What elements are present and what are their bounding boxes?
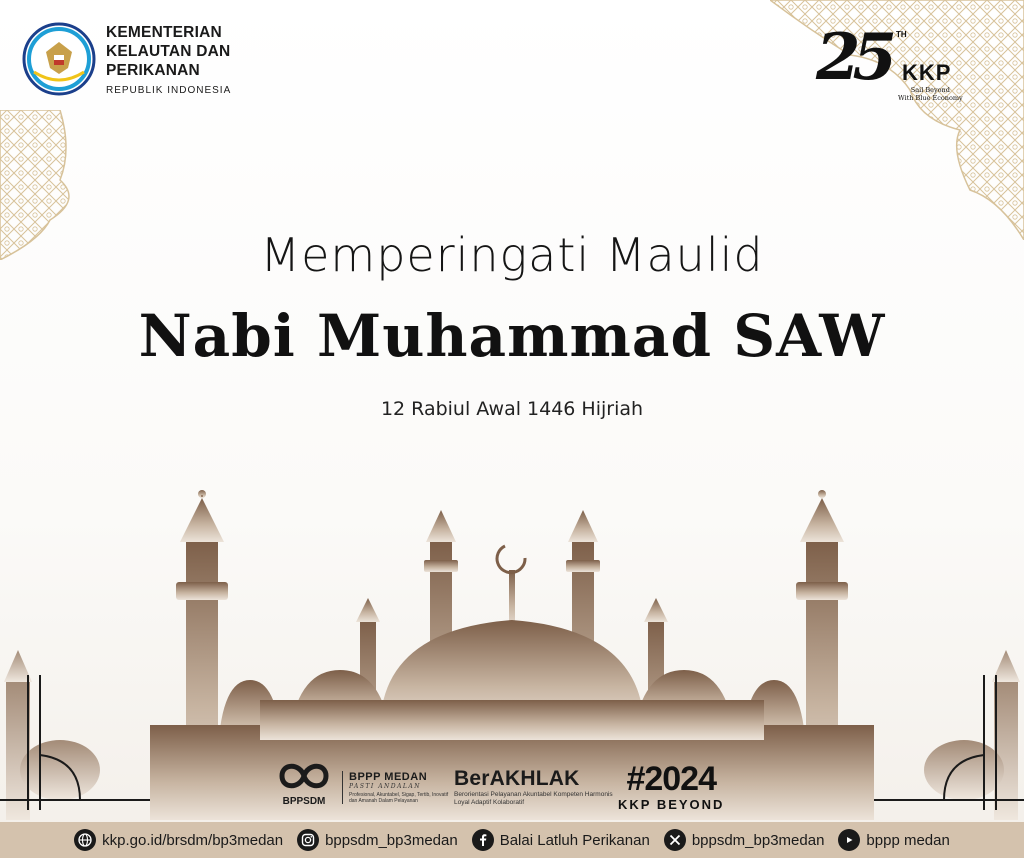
hijri-date: 12 Rabiul Awal 1446 Hijriah	[380, 398, 644, 420]
berakhlak-name: BerAKHLAK	[454, 767, 580, 790]
footer-facebook[interactable]	[472, 829, 650, 851]
ministry-name-line1: KEMENTERIAN	[106, 23, 222, 41]
ministry-logo	[22, 22, 231, 96]
x-icon	[664, 829, 686, 851]
ministry-name-line3: PERIKANAN	[106, 61, 200, 79]
infinity-icon	[274, 759, 334, 793]
facebook-icon	[472, 829, 494, 851]
bppp-name: BPPP MEDAN	[349, 771, 428, 783]
bppp-motto: PASTI ANDALAN	[349, 783, 422, 790]
bppp-medan-logo	[342, 771, 449, 804]
anniversary-ordinal: TH	[896, 30, 907, 39]
anniversary-brand: KKP	[902, 60, 952, 85]
kkp-2024-logo	[618, 761, 724, 812]
berakhlak-logo	[454, 767, 614, 807]
bppsdm-logo	[272, 759, 336, 807]
footer-x-text: bppsdm_bp3medan	[691, 831, 825, 849]
bppp-description: Profesional, Akuntabel, Sigap, Tertib, Inovatif dan Amanah Dalam Pelayanan	[349, 792, 449, 804]
garuda-emblem-icon	[22, 22, 96, 96]
hashtag-2024: #2024	[626, 760, 716, 798]
footer-x[interactable]	[664, 829, 825, 851]
kkp-beyond: KKP BEYOND	[618, 797, 725, 812]
anniversary-tagline: Sail Beyond With Blue Economy	[898, 86, 963, 102]
instagram-icon	[297, 829, 319, 851]
globe-icon	[74, 829, 96, 851]
bppsdm-name: BPPSDM	[282, 796, 326, 807]
berakhlak-description: Berorientasi Pelayanan Akuntabel Kompeten Harmonis Loyal Adaptif Kolaboratif	[454, 791, 613, 806]
partner-logos	[272, 757, 752, 817]
headline-line2: Nabi Muhammad SAW	[138, 302, 886, 370]
footer-facebook-text: Balai Latluh Perikanan	[499, 831, 650, 849]
footer-website-text: kkp.go.id/brsdm/bp3medan	[102, 831, 284, 849]
footer-bar	[0, 822, 1024, 858]
kkp-25th-logo	[816, 20, 976, 106]
footer-website[interactable]	[74, 829, 283, 851]
ministry-name-line2: KELAUTAN DAN	[106, 42, 231, 60]
headline-line1: Memperingati Maulid	[260, 228, 764, 282]
anniversary-number: 25	[816, 20, 890, 95]
ministry-country: REPUBLIK INDONESIA	[106, 84, 232, 96]
footer-instagram-text: bppsdm_bp3medan	[325, 831, 458, 849]
footer-youtube[interactable]	[838, 829, 949, 851]
youtube-icon	[838, 829, 860, 851]
footer-youtube-text: bppp medan	[866, 831, 950, 849]
footer-instagram[interactable]	[297, 829, 458, 851]
